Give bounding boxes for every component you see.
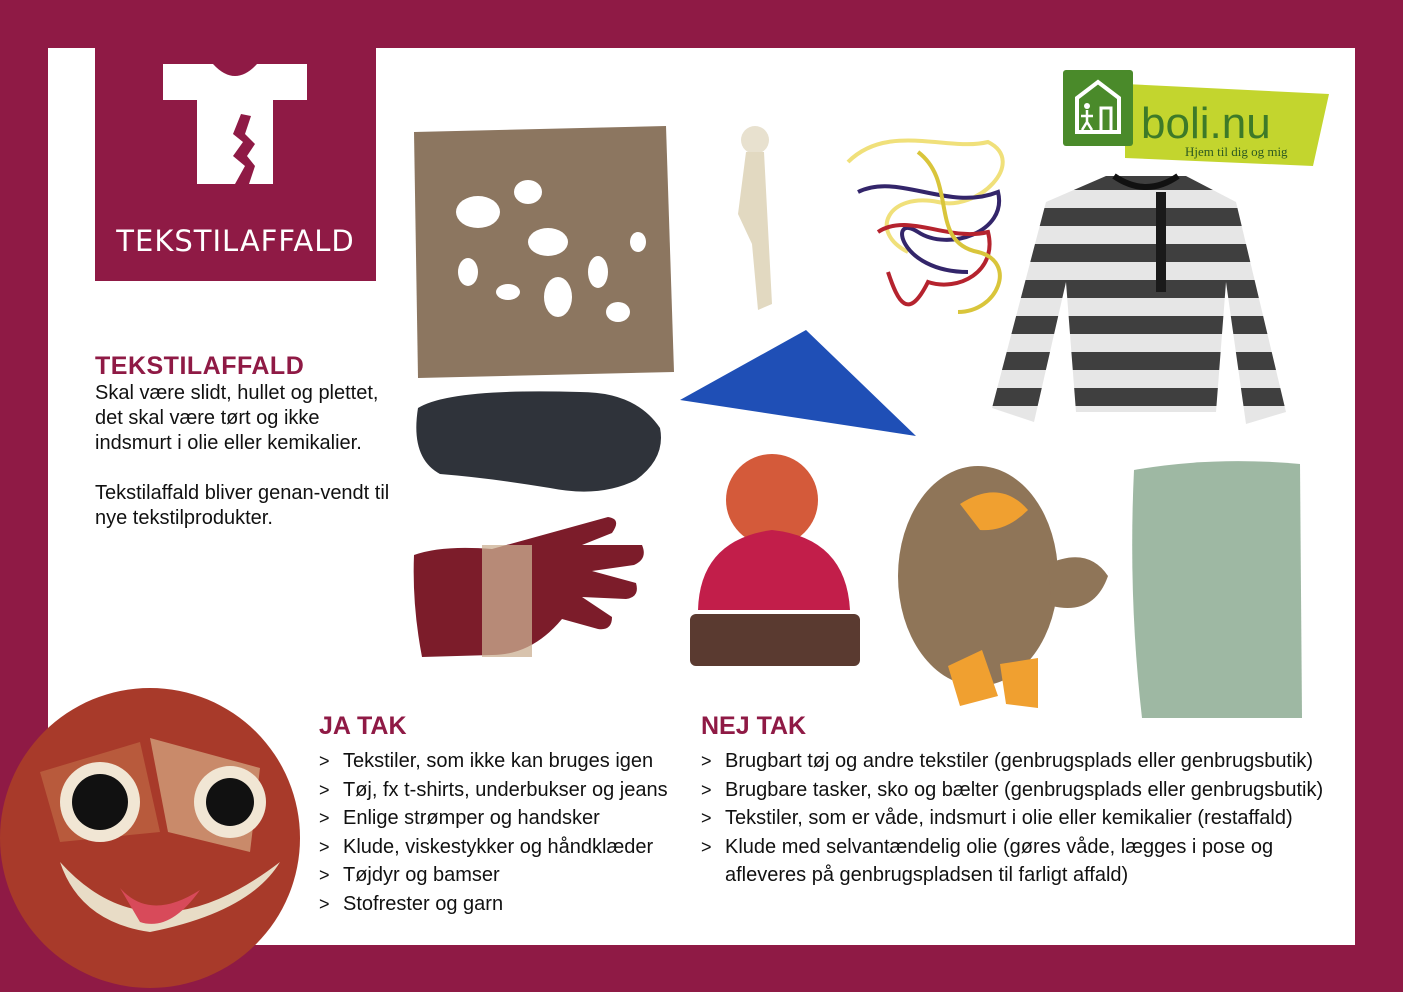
list-item: > Tekstiler, som ikke kan bruges igen [319,747,699,776]
category-header [95,48,376,281]
nej-tak-section [701,712,1351,890]
logo-brand-text: boli.nu [1141,99,1271,148]
intro-paragraph-2: Tekstilaffald bliver genan-vendt til nye tekstilprodukter. [95,482,390,529]
list-item: > Klude med selvantændelig olie (gøres våde, lægges i pose og afleveres på genbrugspladsen til farligt affald) [701,833,1351,890]
header-title: TEKSTILAFFALD [116,224,355,258]
knit-hat-image [680,450,864,670]
plush-bird-image [888,446,1114,718]
intro-heading: TEKSTILAFFALD [95,352,305,380]
list-item: > Tøjdyr og bamser [319,861,699,890]
list-item: > Brugbare tasker, sko og bælter (genbrugsplads eller genbrugsbutik) [701,776,1351,805]
torn-tshirt-icon [163,56,308,196]
list-item: > Enlige strømper og handsker [319,804,699,833]
glove-image [412,515,652,667]
nej-tak-list [701,747,1351,890]
striped-sweater-image [986,172,1296,432]
list-item: > Tekstiler, som er våde, indsmurt i olie eller kemikalier (restaffald) [701,804,1351,833]
knotted-cloth-strip-image [728,124,778,314]
boli-logo [1063,70,1331,166]
crochet-cloth-image [408,122,678,380]
list-item: > Klude, viskestykker og håndklæder [319,833,699,862]
list-item: > Brugbart tøj og andre tekstiler (genbrugsplads eller genbrugsbutik) [701,747,1351,776]
logo-tagline-text: Hjem til dig og mig [1185,144,1288,159]
sock-image [410,388,670,498]
patchwork-ball-mascot-image [0,672,300,990]
green-blanket-image [1124,456,1306,720]
nej-tak-heading: NEJ TAK [701,712,807,740]
ja-tak-section [319,712,699,918]
blue-cloth-image [676,326,926,442]
ja-tak-heading: JA TAK [319,712,407,740]
list-item: > Tøj, fx t-shirts, underbukser og jeans [319,776,699,805]
list-item: > Stofrester og garn [319,890,699,919]
intro-paragraph-1: Skal være slidt, hullet og plettet, det skal være tørt og ikke indsmurt i olie eller kemikalier. [95,382,379,454]
intro-section [95,352,395,531]
ja-tak-list [319,747,699,918]
